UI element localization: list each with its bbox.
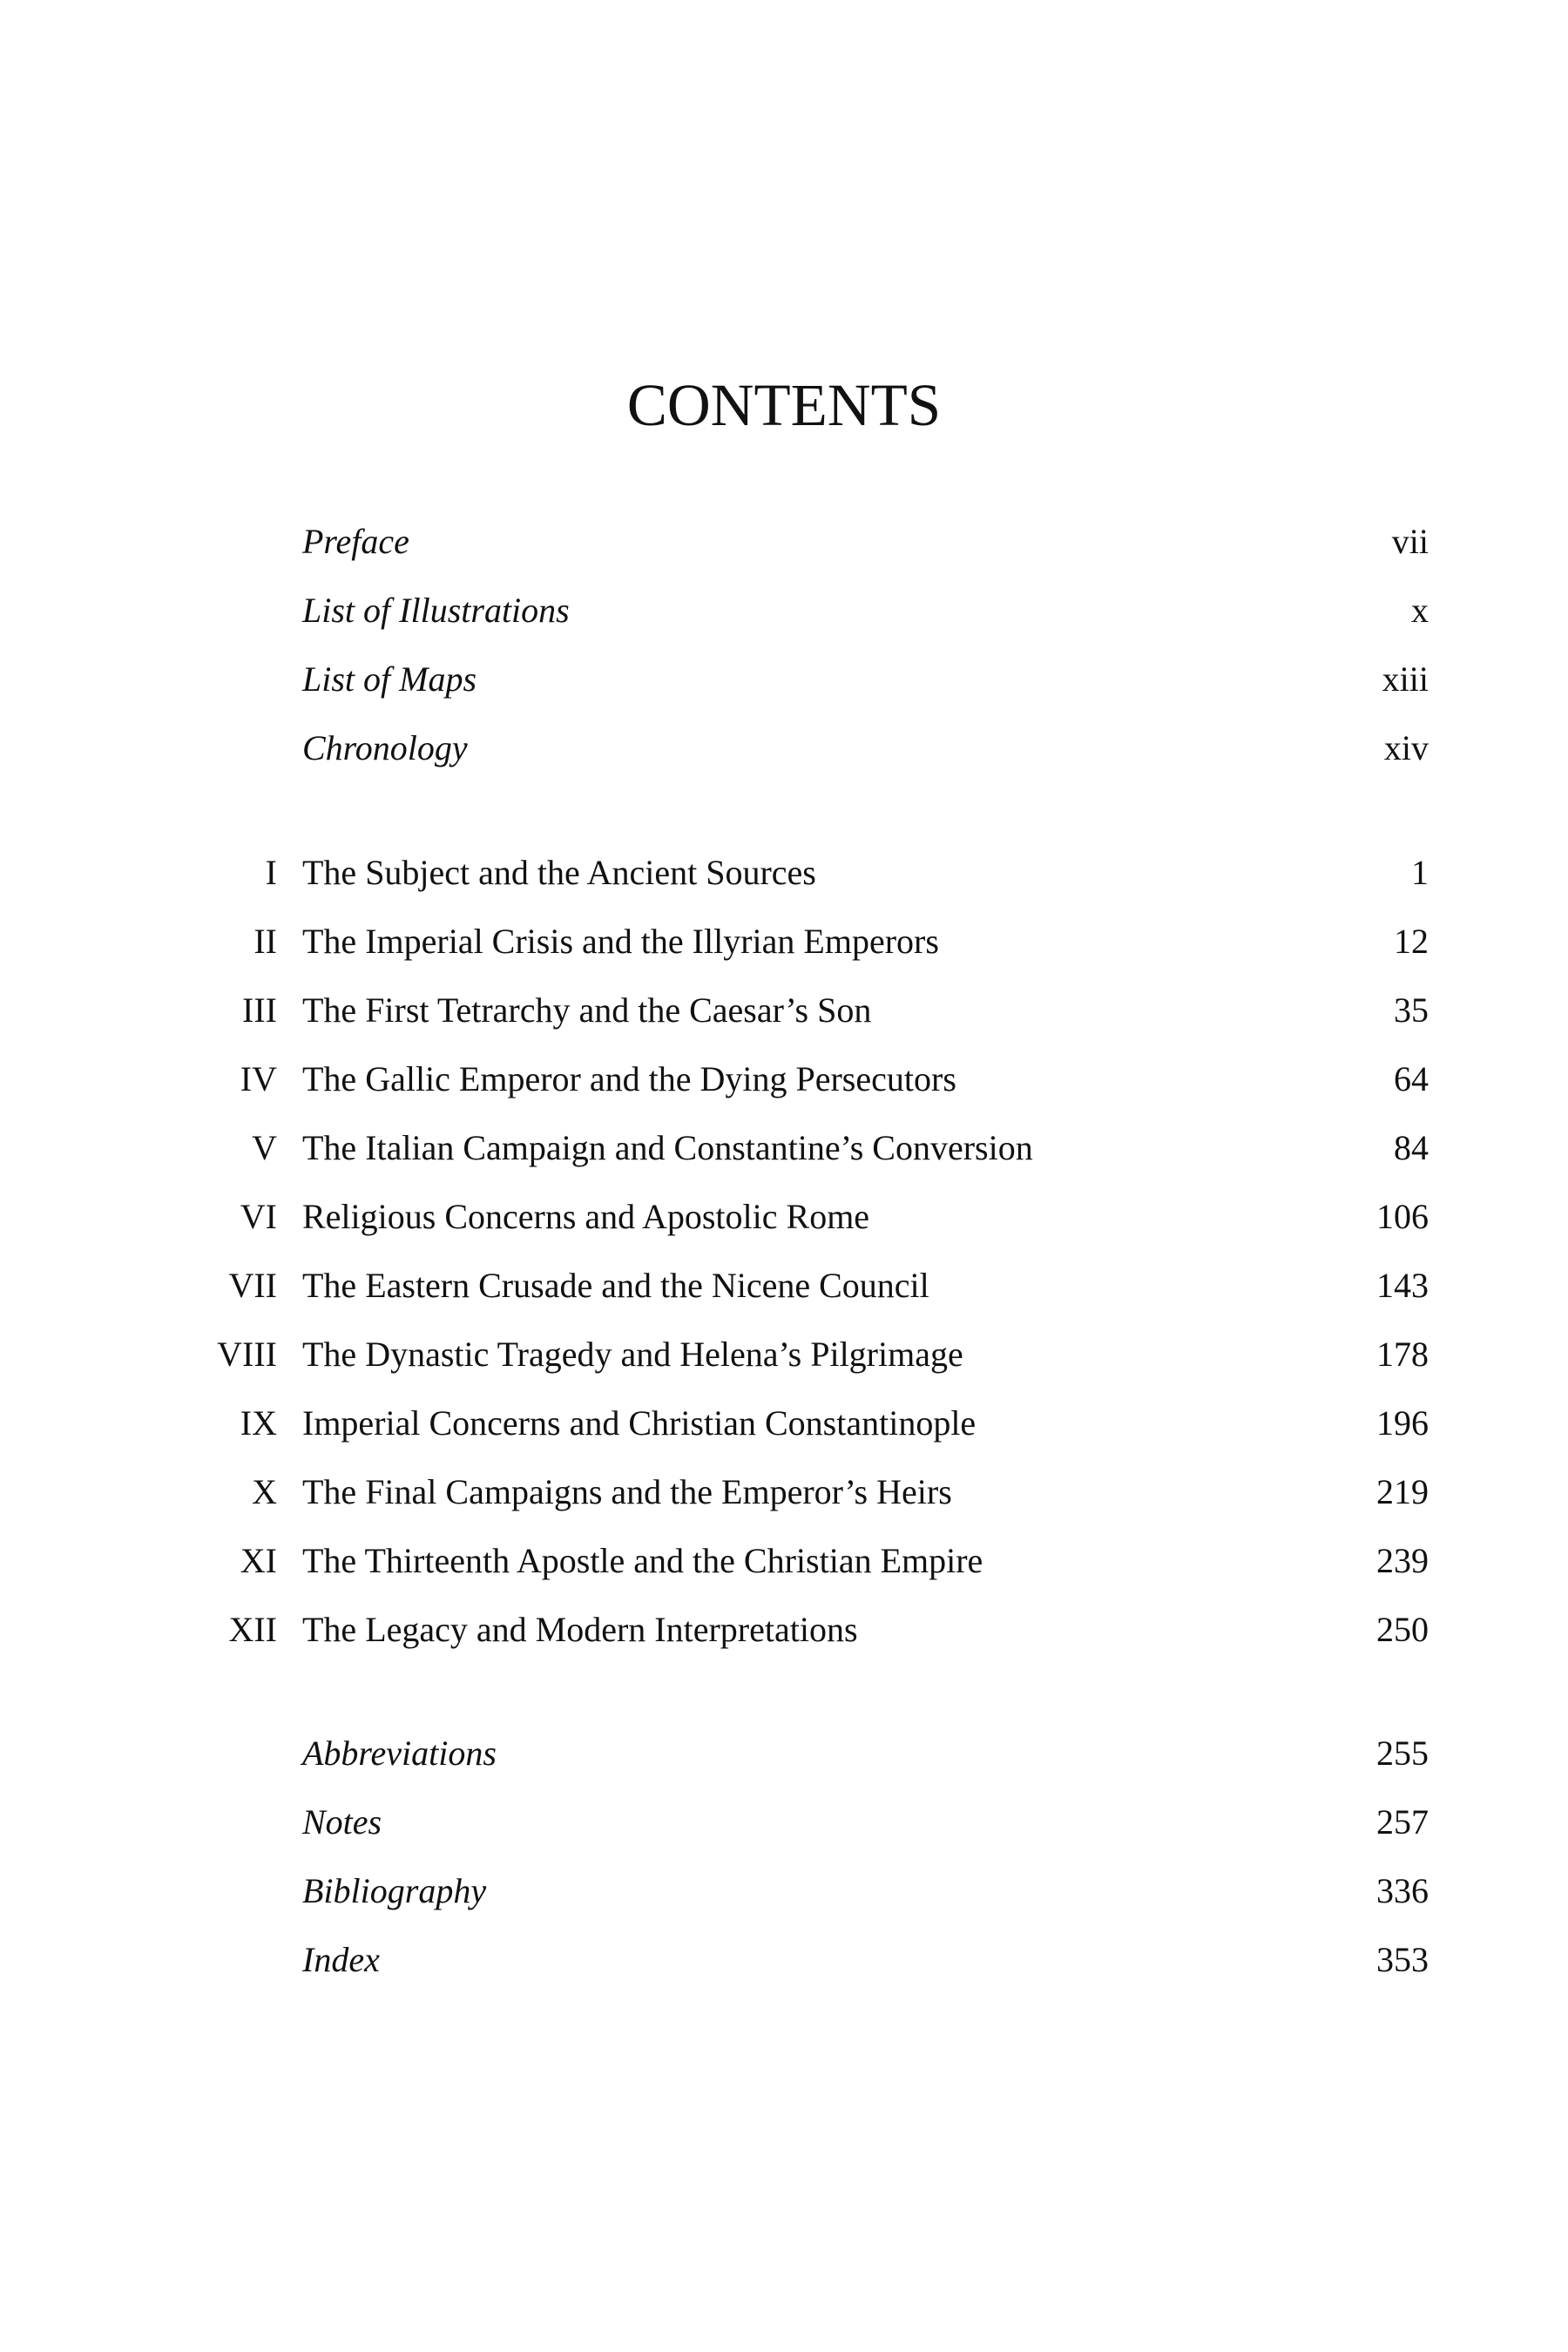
chapter-page: 219 (1376, 1472, 1429, 1511)
chapter-page: 12 (1394, 922, 1429, 961)
toc-entry-label: Index (302, 1940, 380, 1979)
toc-entry[interactable] (0, 1856, 1568, 1926)
toc-entry[interactable] (0, 645, 1568, 714)
chapter-entry[interactable] (0, 1251, 1568, 1321)
chapter-title: The Italian Campaign and Constantine’s Conversion (302, 1128, 1033, 1167)
chapter-numeral: II (253, 922, 277, 961)
chapter-page: 64 (1394, 1059, 1429, 1098)
chapter-entry[interactable] (0, 907, 1568, 977)
chapter-entry[interactable] (0, 1044, 1568, 1114)
chapter-entry[interactable] (0, 1526, 1568, 1596)
toc-entry-page: xiv (1383, 728, 1429, 767)
chapter-page: 239 (1376, 1541, 1429, 1580)
toc-entry[interactable] (0, 1719, 1568, 1788)
chapter-title: The Imperial Crisis and the Illyrian Emperors (302, 922, 939, 961)
chapter-page: 196 (1376, 1403, 1429, 1443)
chapter-entry[interactable] (0, 1320, 1568, 1389)
page-title: CONTENTS (626, 372, 942, 438)
chapter-title: The Final Campaigns and the Emperor’s Heirs (302, 1472, 952, 1511)
chapter-page: 250 (1376, 1610, 1429, 1649)
chapter-entry[interactable] (0, 1595, 1568, 1665)
chapter-title: The Thirteenth Apostle and the Christian Empire (302, 1541, 983, 1580)
chapter-numeral: IX (240, 1403, 277, 1443)
chapter-title: Imperial Concerns and Christian Constantinople (302, 1403, 977, 1443)
chapter-page: 84 (1394, 1128, 1429, 1167)
toc-entry-page: xiii (1382, 659, 1429, 699)
chapter-page: 35 (1394, 990, 1429, 1030)
toc-entry-label: Bibliography (302, 1871, 487, 1910)
chapter-title: Religious Concerns and Apostolic Rome (302, 1197, 870, 1236)
toc-entry-label: Chronology (302, 728, 468, 767)
toc-entry-page: 255 (1376, 1734, 1429, 1773)
chapter-numeral: X (252, 1472, 277, 1511)
chapter-entry[interactable] (0, 1182, 1568, 1252)
chapter-numeral: VI (240, 1197, 277, 1236)
chapter-title: The First Tetrarchy and the Caesar’s Son (302, 990, 872, 1030)
toc-entry-page: vii (1391, 522, 1429, 561)
chapter-page: 1 (1411, 853, 1429, 892)
chapter-title: The Dynastic Tragedy and Helena’s Pilgrimage (302, 1335, 963, 1374)
chapter-entry[interactable] (0, 1457, 1568, 1527)
chapter-entry[interactable] (0, 838, 1568, 908)
chapter-numeral: XII (228, 1610, 277, 1649)
toc-entry[interactable] (0, 713, 1568, 783)
chapter-entry[interactable] (0, 1113, 1568, 1183)
chapter-page: 143 (1376, 1266, 1429, 1305)
toc-entry-page: 336 (1376, 1871, 1429, 1910)
chapter-numeral: XI (240, 1541, 277, 1580)
chapter-numeral: VII (228, 1266, 277, 1305)
chapter-title: The Legacy and Modern Interpretations (302, 1610, 858, 1649)
toc-entry[interactable] (0, 1925, 1568, 1995)
toc-entry[interactable] (0, 507, 1568, 577)
chapter-title: The Subject and the Ancient Sources (302, 853, 816, 892)
toc-entry-label: List of Illustrations (302, 591, 570, 630)
chapter-numeral: III (242, 990, 277, 1030)
chapter-numeral: IV (240, 1059, 277, 1098)
chapter-numeral: VIII (217, 1335, 277, 1374)
toc-entry-page: x (1411, 591, 1429, 630)
chapter-title: The Gallic Emperor and the Dying Persecutors (302, 1059, 956, 1098)
toc-entry-label: List of Maps (302, 659, 477, 699)
toc-entry-label: Preface (302, 522, 409, 561)
chapter-page: 106 (1376, 1197, 1429, 1236)
chapter-title: The Eastern Crusade and the Nicene Council (302, 1266, 929, 1305)
toc-entry-label: Abbreviations (302, 1734, 497, 1773)
chapter-entry[interactable] (0, 976, 1568, 1045)
chapter-page: 178 (1376, 1335, 1429, 1374)
toc-entry-page: 353 (1376, 1940, 1429, 1979)
chapter-numeral: I (265, 853, 277, 892)
chapter-entry[interactable] (0, 1389, 1568, 1458)
toc-entry-page: 257 (1376, 1802, 1429, 1842)
toc-entry-label: Notes (302, 1802, 382, 1842)
toc-entry[interactable] (0, 1788, 1568, 1857)
chapter-numeral: V (252, 1128, 277, 1167)
toc-entry[interactable] (0, 576, 1568, 645)
